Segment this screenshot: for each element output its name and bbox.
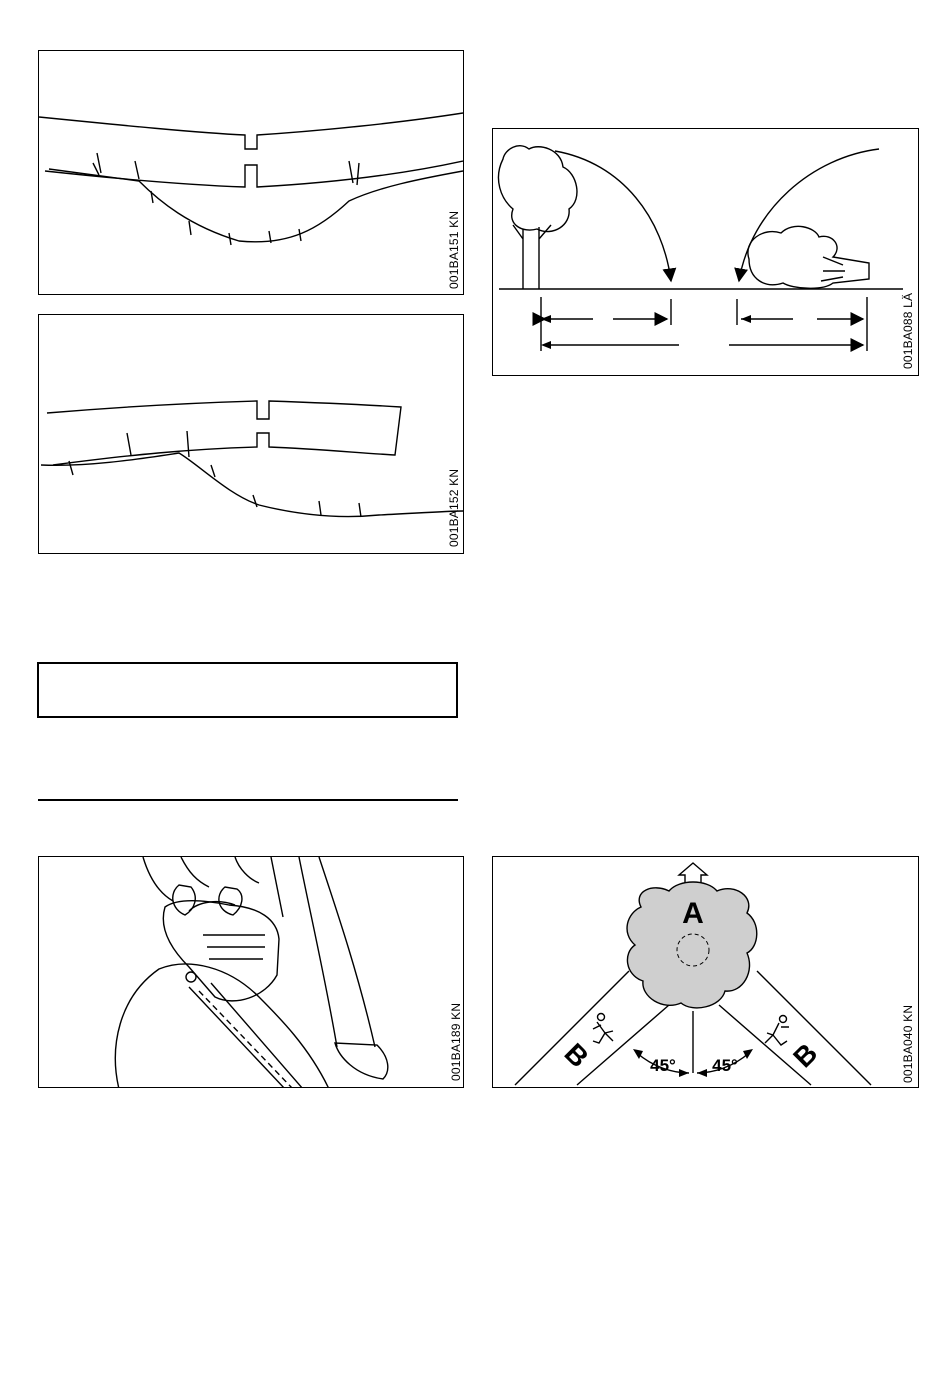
illustration-felling-distance [493, 129, 919, 376]
figure-code: 001BA152 KN [447, 468, 461, 547]
figure-code: 001BA040 KN [901, 1004, 915, 1083]
illustration-log-over-dip [39, 51, 464, 295]
illustration-log-one-end [39, 315, 464, 554]
figure-felling-distance [492, 128, 919, 376]
illustration-hazard-zone [493, 857, 919, 1088]
angle-label-left: 45° [650, 1056, 676, 1075]
angle-label-right: 45° [712, 1056, 738, 1075]
figure-code: 001BA088 LÄ [901, 292, 915, 369]
section-divider [38, 799, 458, 801]
figure-hazard-zone [492, 856, 919, 1088]
illustration-chainsaw-operator [39, 857, 464, 1088]
running-person-icon [765, 1016, 789, 1046]
figure-code: 001BA151 KN [447, 210, 461, 289]
zone-label-b-right: B [787, 1037, 824, 1074]
figure-code: 001BA189 KN [449, 1002, 463, 1081]
running-person-icon [593, 1014, 613, 1044]
figure-chainsaw-operator [38, 856, 464, 1088]
note-box [37, 662, 458, 718]
figure-log-one-end [38, 314, 464, 554]
figure-log-over-dip [38, 50, 464, 295]
zone-label-b-left: B [558, 1037, 595, 1074]
zone-label-a: A [682, 897, 704, 930]
